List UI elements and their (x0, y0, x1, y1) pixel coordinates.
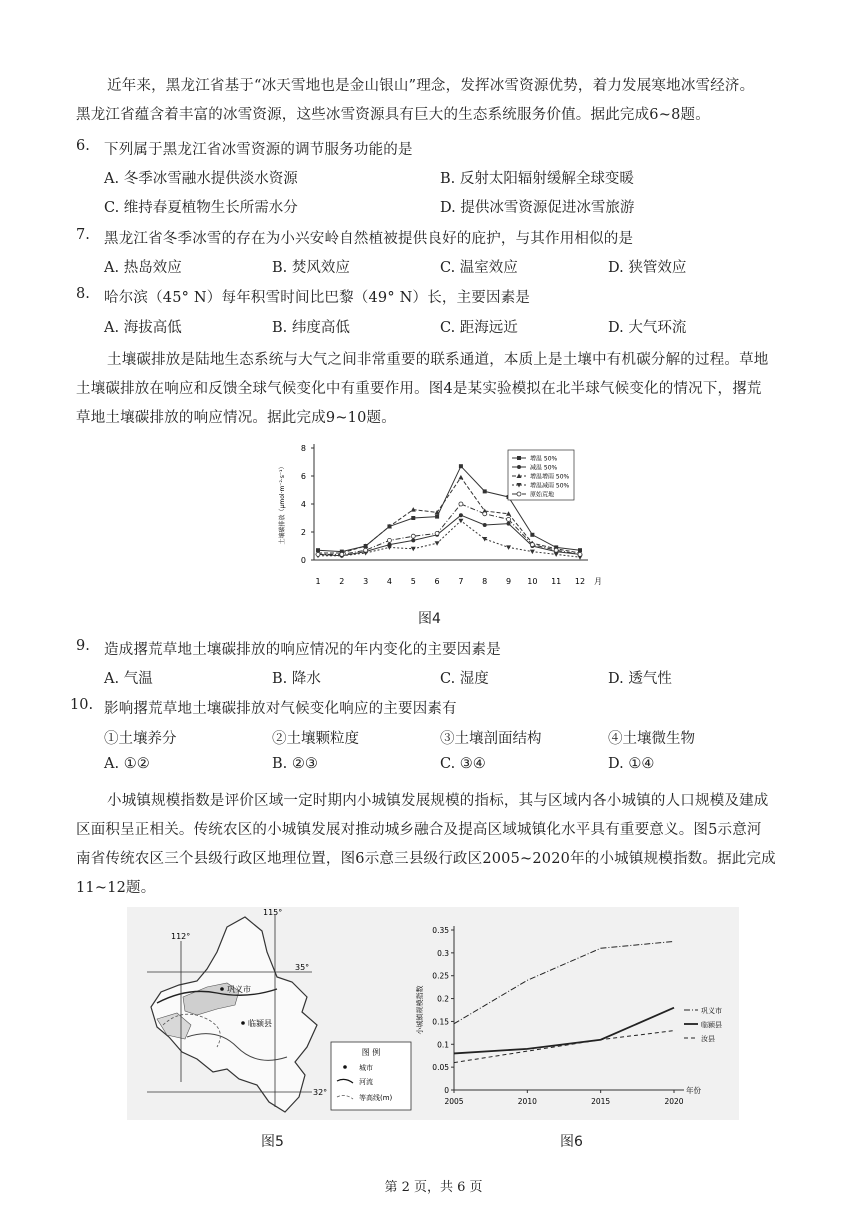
q6-number: 6. (76, 138, 90, 154)
fig4-data-point (506, 545, 511, 550)
q9-option-b: B. 降水 (272, 671, 321, 687)
q6-option-b: B. 反射太阳辐射缓解全球变暖 (440, 171, 634, 187)
fig6-legend-label: 临颍县 (701, 1021, 722, 1029)
fig4-data-point (483, 512, 487, 516)
figure-4-line-chart (270, 440, 600, 600)
fig4-legend-label: 减温 50% (530, 464, 558, 472)
fig4-series-line (318, 515, 580, 556)
q7-stem: 黑龙江省冬季冰雪的存在为小兴安岭自然植被提供良好的庇护，与其作用相似的是 (104, 231, 634, 247)
fig6-y-tick-label: 0.15 (432, 1017, 449, 1027)
fig4-y-axis-label: 土壤碳排放（μmol·m⁻²·s⁻¹） (279, 463, 286, 545)
q7-option-b: B. 焚风效应 (272, 260, 350, 276)
fig6-legend-label: 汝县 (701, 1035, 715, 1043)
fig4-data-point (459, 464, 463, 468)
city-marker-gongyi (220, 987, 224, 991)
q10-statement-3: ③土壤剖面结构 (440, 731, 542, 747)
q7-option-d: D. 狭管效应 (608, 260, 687, 276)
fig4-data-point (530, 533, 534, 537)
q7-option-a: A. 热岛效应 (104, 260, 182, 276)
fig4-data-point (483, 489, 487, 493)
intro-2-line-3: 草地土壤碳排放的响应情况。据此完成9~10题。 (76, 410, 396, 426)
fig6-series-line (454, 941, 674, 1023)
figure-5-map (127, 907, 417, 1120)
q10-statement-4: ④土壤微生物 (608, 731, 695, 747)
q10-stem: 影响撂荒草地土壤碳排放对气候变化响应的主要因素有 (104, 701, 457, 717)
intro-3-line-4: 11~12题。 (76, 880, 156, 896)
fig6-y-tick-label: 0.1 (437, 1040, 449, 1050)
fig4-data-point (506, 511, 511, 516)
intro-1-line-2: 黑龙江省蕴含着丰富的冰雪资源，这些冰雪资源具有巨大的生态系统服务价值。据此完成6~8题。 (76, 107, 710, 123)
fig6-y-axis-label: 小城镇规模指数 (416, 985, 424, 1035)
fig4-data-point (411, 547, 416, 552)
fig4-data-point (411, 538, 415, 542)
legend-contour-label: 等高线(m) (359, 1094, 393, 1102)
lon-112-label: 112° (171, 932, 191, 941)
fig4-data-point (554, 552, 559, 557)
fig4-legend-label: 原始荒地 (530, 491, 555, 499)
page-footer: 第 2 页，共 6 页 (384, 1180, 483, 1195)
q10-option-d: D. ①④ (608, 756, 655, 772)
fig4-data-point (387, 538, 391, 542)
fig4-data-point (459, 513, 463, 517)
intro-3-line-2: 区面积呈正相关。传统农区的小城镇发展对推动城乡融合及提高区域城镇化水平具有重要意义。图5示意河 (76, 822, 762, 838)
fig6-y-tick-label: 0.2 (437, 994, 449, 1004)
fig4-x-tick-label: 10 (527, 577, 538, 586)
fig4-data-point (517, 465, 521, 469)
fig6-x-tick-label: 2020 (664, 1097, 684, 1106)
fig4-data-point (517, 492, 521, 496)
fig4-x-tick-label: 5 (410, 577, 416, 586)
q8-option-d: D. 大气环流 (608, 320, 687, 336)
fig4-data-point (517, 456, 521, 460)
legend-city-symbol (343, 1065, 347, 1069)
q10-statement-1: ①土壤养分 (104, 731, 177, 747)
fig4-data-point (411, 534, 415, 538)
q10-option-c: C. ③④ (440, 756, 486, 772)
q8-option-a: A. 海拔高低 (104, 320, 182, 336)
fig4-legend-label: 增温 50% (530, 455, 558, 463)
fig4-x-tick-label: 9 (505, 577, 512, 586)
figure-5-caption: 图5 (261, 1134, 284, 1150)
city-marker-linying (241, 1021, 245, 1025)
legend-river-label: 河流 (359, 1078, 373, 1086)
fig6-x-tick-label: 2005 (444, 1097, 464, 1106)
intro-1-line-1: 近年来，黑龙江省基于“冰天雪地也是金山银山”理念，发挥冰雪资源优势，着力发展寒地冰雪经济。 (107, 78, 755, 94)
fig4-data-point (507, 517, 511, 521)
q10-statement-2: ②土壤颗粒度 (272, 731, 359, 747)
intro-3-line-3: 南省传统农区三个县级行政区地理位置，图6示意三县级行政区2005~2020年的小城镇规模指数。据此完成 (76, 851, 776, 867)
fig6-series-line (454, 1008, 674, 1054)
figure-4-caption: 图4 (418, 611, 441, 627)
fig4-data-point (411, 516, 415, 520)
intro-2-line-1: 土壤碳排放是陆地生态系统与大气之间非常重要的联系通道，本质上是土壤中有机碳分解的过程。草地 (107, 352, 769, 368)
fig4-x-tick-label: 6 (434, 577, 440, 586)
fig4-y-tick-label: 2 (300, 528, 306, 537)
fig6-x-axis-label: 年份 (686, 1086, 701, 1095)
fig4-data-point (435, 515, 439, 519)
lat-35-label: 35° (295, 963, 310, 972)
fig4-data-point (435, 531, 439, 535)
lon-115-label: 115° (263, 908, 283, 917)
fig4-data-point (530, 550, 535, 555)
fig4-data-point (458, 475, 463, 480)
fig4-data-point (340, 552, 344, 556)
fig6-legend-label: 巩义市 (701, 1007, 722, 1015)
fig4-x-tick-label: 3 (363, 577, 369, 586)
city-label-linying: 临颍县 (248, 1019, 272, 1028)
q6-option-c: C. 维持春夏植物生长所需水分 (104, 200, 298, 216)
q8-number: 8. (76, 286, 90, 302)
q9-option-c: C. 湿度 (440, 671, 489, 687)
fig4-y-tick-label: 0 (300, 556, 306, 565)
fig4-data-point (530, 543, 534, 547)
q9-stem: 造成撂荒草地土壤碳排放的响应情况的年内变化的主要因素是 (104, 642, 501, 658)
fig6-series-line (454, 1031, 674, 1063)
fig4-x-tick-label: 4 (386, 577, 393, 586)
q10-option-a: A. ①② (104, 756, 150, 772)
lat-32-label: 32° (313, 1088, 328, 1097)
q10-number: 10. (70, 697, 94, 713)
fig4-series-line (318, 504, 580, 554)
q10-option-b: B. ②③ (272, 756, 318, 772)
fig6-y-tick-label: 0.05 (432, 1063, 449, 1073)
city-label-gongyi: 巩义市 (227, 985, 251, 994)
fig6-y-tick-label: 0.3 (437, 948, 449, 958)
figure-6-caption: 图6 (560, 1134, 583, 1150)
fig4-data-point (483, 523, 487, 527)
legend-city-label: 城市 (359, 1064, 373, 1072)
q9-option-a: A. 气温 (104, 671, 153, 687)
fig4-data-point (458, 519, 463, 524)
q8-option-c: C. 距海远近 (440, 320, 518, 336)
fig4-data-point (364, 548, 368, 552)
legend-title: 图 例 (361, 1048, 381, 1057)
fig4-data-point (435, 541, 440, 546)
fig6-y-tick-label: 0.35 (432, 926, 449, 935)
fig4-data-point (578, 552, 582, 556)
fig4-y-tick-label: 4 (300, 500, 306, 509)
intro-3-line-1: 小城镇规模指数是评价区域一定时期内小城镇发展规模的指标，其与区域内各小城镇的人口规模及建成 (107, 793, 769, 809)
fig4-x-tick-label: 7 (458, 577, 464, 586)
fig4-x-tick-label: 12 (574, 577, 586, 586)
fig4-x-tick-label: 8 (482, 577, 488, 586)
fig6-x-tick-label: 2010 (517, 1097, 537, 1106)
fig4-x-tick-label: 11 (551, 577, 562, 586)
q8-option-b: B. 纬度高低 (272, 320, 350, 336)
fig4-y-tick-label: 6 (300, 472, 306, 481)
q8-stem: 哈尔滨（45° N）每年积雪时间比巴黎（49° N）长，主要因素是 (104, 290, 531, 306)
figure-6-line-chart (412, 920, 737, 1120)
q7-option-c: C. 温室效应 (440, 260, 518, 276)
fig4-x-tick-label: 2 (339, 577, 345, 586)
q6-option-d: D. 提供冰雪资源促进冰雪旅游 (440, 200, 635, 216)
fig4-legend-label: 增温增雨 50% (530, 473, 570, 481)
fig6-y-tick-label: 0 (444, 1086, 449, 1095)
fig6-x-tick-label: 2015 (591, 1097, 611, 1106)
fig6-y-tick-label: 0.25 (432, 971, 449, 981)
fig4-data-point (387, 545, 392, 550)
q9-number: 9. (76, 638, 90, 654)
fig4-data-point (316, 552, 320, 556)
fig4-x-tick-label: 1 (315, 577, 321, 586)
fig4-y-tick-label: 8 (300, 444, 306, 453)
q7-number: 7. (76, 227, 90, 243)
fig4-data-point (554, 548, 558, 552)
fig4-legend-label: 增温减雨 50% (530, 482, 570, 490)
fig4-data-point (507, 522, 511, 526)
fig4-x-axis-label: 月 (594, 577, 602, 586)
q6-option-a: A. 冬季冰雪融水提供淡水资源 (104, 171, 298, 187)
fig4-data-point (459, 502, 463, 506)
intro-2-line-2: 土壤碳排放在响应和反馈全球气候变化中有重要作用。图4是某实验模拟在北半球气候变化的情况下，撂荒 (76, 381, 762, 397)
q6-stem: 下列属于黑龙江省冰雪资源的调节服务功能的是 (104, 142, 413, 158)
q9-option-d: D. 透气性 (608, 671, 672, 687)
